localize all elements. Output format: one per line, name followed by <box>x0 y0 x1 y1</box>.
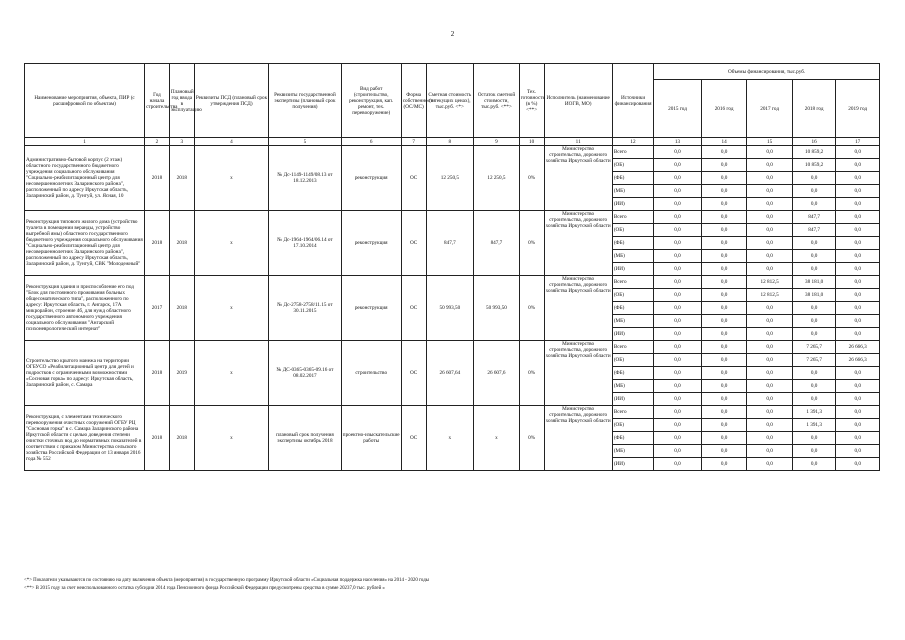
funding-value: 0,0 <box>701 237 747 250</box>
work-type: реконструкция <box>341 211 401 276</box>
funding-value: 0,0 <box>701 198 747 211</box>
funding-value: 0,0 <box>701 432 747 445</box>
work-type: проектно-изыскательские работы <box>341 406 401 471</box>
funding-value: 0,0 <box>654 276 702 289</box>
funding-value: 0,0 <box>836 445 880 458</box>
column-number: 14 <box>701 138 747 146</box>
psd-details: х <box>194 211 269 276</box>
header-executor: Исполнитель (наименование ИОГВ, МО) <box>544 64 612 138</box>
footnote-1: <*> Показатели указываются по состоянию на дату включения объекта (мероприятия) в государственную программу Иркутской области «Социальная поддержка населения» на 2014 - 2020 годы <box>24 578 429 583</box>
funding-value: 0,0 <box>747 185 793 198</box>
funding-value: 0,0 <box>836 458 880 471</box>
funding-value: 0,0 <box>747 250 793 263</box>
year-start: 2018 <box>145 211 170 276</box>
funding-value: 0,0 <box>701 302 747 315</box>
funding-value: 847,7 <box>792 224 835 237</box>
column-number: 5 <box>269 138 341 146</box>
funding-value: 0,0 <box>701 445 747 458</box>
funding-source: Всего <box>612 341 653 354</box>
year-plan: 2018 <box>169 276 194 341</box>
executor: Министерство строительства, дорожного хозяйства Иркутской области <box>544 276 612 341</box>
funding-value: 0,0 <box>747 406 793 419</box>
column-number: 9 <box>474 138 520 146</box>
funding-value: 0,0 <box>701 380 747 393</box>
funding-source: (МБ) <box>612 315 653 328</box>
funding-source: (ИИ) <box>612 458 653 471</box>
header-work-type: Вид работ (строительство, реконструкция, кап. ремонт, тех. перевооружение) <box>341 64 401 138</box>
funding-source: (МБ) <box>612 445 653 458</box>
funding-value: 0,0 <box>654 354 702 367</box>
funding-value: 0,0 <box>747 380 793 393</box>
column-number: 4 <box>194 138 269 146</box>
funding-value: 0,0 <box>701 367 747 380</box>
header-name: Наименование мероприятия, объекта, ПИР (с расшифровкой по объектам) <box>25 64 145 138</box>
psd-details: х <box>194 276 269 341</box>
funding-value: 0,0 <box>701 393 747 406</box>
header-year-2018: 2018 год <box>792 80 835 138</box>
header-year-plan: Плановый год ввода в эксплуатацию <box>169 64 194 138</box>
funding-value: 0,0 <box>792 367 835 380</box>
readiness: 0% <box>519 211 544 276</box>
funding-value: 0,0 <box>654 237 702 250</box>
funding-value: 0,0 <box>792 185 835 198</box>
column-number: 12 <box>612 138 653 146</box>
readiness: 0% <box>519 276 544 341</box>
funding-source: (ОБ) <box>612 159 653 172</box>
column-number: 7 <box>401 138 426 146</box>
funding-source: (ФБ) <box>612 302 653 315</box>
funding-value: 0,0 <box>836 419 880 432</box>
header-year-2019: 2019 год <box>836 80 880 138</box>
funding-source: Всего <box>612 406 653 419</box>
object-name: Строительство крытого манежа на территории ОГБУСО «Реабилитационный центр для детей и подростков с ограниченными возможностями «Сосновая горка» по адресу: Иркутская область, Заларинский район, с. Самара <box>25 341 145 406</box>
funding-value: 0,0 <box>836 302 880 315</box>
readiness: 0% <box>519 341 544 406</box>
funding-value: 38 181,0 <box>792 289 835 302</box>
funding-source: (ОБ) <box>612 224 653 237</box>
year-plan: 2018 <box>169 211 194 276</box>
funding-value: 0,0 <box>836 393 880 406</box>
funding-value: 0,0 <box>836 172 880 185</box>
psd-details: х <box>194 406 269 471</box>
funding-value: 0,0 <box>747 263 793 276</box>
funding-value: 0,0 <box>747 432 793 445</box>
funding-value: 0,0 <box>836 185 880 198</box>
funding-value: 0,0 <box>792 315 835 328</box>
funding-value: 0,0 <box>836 315 880 328</box>
funding-value: 0,0 <box>701 289 747 302</box>
funding-source: (ФБ) <box>612 172 653 185</box>
executor: Министерство строительства, дорожного хозяйства Иркутской области <box>544 341 612 406</box>
year-plan: 2018 <box>169 146 194 211</box>
column-number: 10 <box>519 138 544 146</box>
funding-source: (ОБ) <box>612 419 653 432</box>
expertise-details: плановый срок получения экспертизы октябрь 2018 <box>269 406 341 471</box>
funding-source: (ОБ) <box>612 354 653 367</box>
funding-value: 0,0 <box>701 354 747 367</box>
funding-value: 0,0 <box>792 393 835 406</box>
remaining-cost: 26 607,6 <box>474 341 520 406</box>
funding-value: 0,0 <box>701 224 747 237</box>
psd-details: х <box>194 341 269 406</box>
funding-value: 0,0 <box>701 263 747 276</box>
column-number: 13 <box>654 138 702 146</box>
funding-source: (ИИ) <box>612 263 653 276</box>
readiness: 0% <box>519 146 544 211</box>
header-year-2015: 2015 год <box>654 80 702 138</box>
funding-source: (ОБ) <box>612 289 653 302</box>
funding-value: 0,0 <box>836 432 880 445</box>
funding-value: 10 859,2 <box>792 159 835 172</box>
object-name: Реконструкция, с элементами технического перевооружения очистных сооружений ОГБУ РЦ "Сосновая горка" в с. Самара Заларинского района Иркутской области с целью доведения степени очистки сточных вод до нормативных показателей в соответствии с приказом Министерства сельского хозяйства Российской Федерации от 13 января 2016 года № 552 <box>25 406 145 471</box>
year-start: 2018 <box>145 341 170 406</box>
funding-value: 0,0 <box>747 367 793 380</box>
funding-value: 0,0 <box>747 198 793 211</box>
funding-value: 0,0 <box>654 250 702 263</box>
funding-value: 0,0 <box>836 224 880 237</box>
year-start: 2018 <box>145 406 170 471</box>
ownership: ОС <box>401 146 426 211</box>
funding-value: 0,0 <box>747 419 793 432</box>
funding-value: 0,0 <box>701 185 747 198</box>
funding-value: 12 812,5 <box>747 276 793 289</box>
table-row <box>25 146 880 159</box>
funding-value: 0,0 <box>747 393 793 406</box>
funding-value: 847,7 <box>792 211 835 224</box>
funding-value: 0,0 <box>654 263 702 276</box>
funding-value: 0,0 <box>792 172 835 185</box>
remaining-cost: х <box>474 406 520 471</box>
funding-value: 0,0 <box>654 393 702 406</box>
funding-value: 1 391,3 <box>792 406 835 419</box>
header-funding: Объемы финансирования, тыс.руб. <box>654 64 880 80</box>
funding-value: 0,0 <box>747 159 793 172</box>
funding-source: (ФБ) <box>612 432 653 445</box>
estimated-cost: 12 250,5 <box>426 146 474 211</box>
year-plan: 2019 <box>169 341 194 406</box>
expertise-details: № Дс-2758-2758/11.15 от 30.11.2015 <box>269 276 341 341</box>
funding-value: 0,0 <box>747 224 793 237</box>
estimated-cost: х <box>426 406 474 471</box>
funding-value: 0,0 <box>747 354 793 367</box>
funding-value: 0,0 <box>792 458 835 471</box>
funding-value: 0,0 <box>792 250 835 263</box>
funding-value: 0,0 <box>654 380 702 393</box>
funding-value: 0,0 <box>701 276 747 289</box>
funding-value: 0,0 <box>654 185 702 198</box>
work-type: строительство <box>341 341 401 406</box>
funding-value: 0,0 <box>747 146 793 159</box>
column-number: 6 <box>341 138 401 146</box>
column-number: 8 <box>426 138 474 146</box>
work-type: реконструкция <box>341 276 401 341</box>
funding-value: 0,0 <box>701 458 747 471</box>
funding-value: 0,0 <box>836 367 880 380</box>
funding-value: 0,0 <box>747 172 793 185</box>
estimated-cost: 847,7 <box>426 211 474 276</box>
investment-objects-table <box>24 63 880 471</box>
expertise-details: № Дс-1149-1149/08.13 от 18.12.2013 <box>269 146 341 211</box>
funding-value: 0,0 <box>701 146 747 159</box>
header-ownership: Форма собственности (ОС/МС) <box>401 64 426 138</box>
psd-details: х <box>194 146 269 211</box>
funding-value: 10 859,2 <box>792 146 835 159</box>
funding-value: 12 812,5 <box>747 289 793 302</box>
executor: Министерство строительства, дорожного хозяйства Иркутской области <box>544 211 612 276</box>
funding-source: (ФБ) <box>612 237 653 250</box>
funding-value: 0,0 <box>836 263 880 276</box>
funding-value: 0,0 <box>747 302 793 315</box>
funding-value: 0,0 <box>836 159 880 172</box>
funding-value: 0,0 <box>701 406 747 419</box>
remaining-cost: 12 250,5 <box>474 146 520 211</box>
funding-value: 0,0 <box>654 341 702 354</box>
header-cost: Сметная стоимость (в текущих ценах), тыс.руб. <*> <box>426 64 474 138</box>
funding-value: 7 265,7 <box>792 354 835 367</box>
header-year-start: Год начала строительства <box>145 64 170 138</box>
table-row <box>25 406 880 419</box>
funding-value: 0,0 <box>654 367 702 380</box>
funding-value: 0,0 <box>747 341 793 354</box>
funding-value: 0,0 <box>701 315 747 328</box>
header-sources: Источники финансирования <box>612 64 653 138</box>
funding-source: (ИИ) <box>612 198 653 211</box>
column-number: 2 <box>145 138 170 146</box>
funding-value: 0,0 <box>654 432 702 445</box>
funding-source: Всего <box>612 146 653 159</box>
funding-value: 0,0 <box>701 159 747 172</box>
funding-value: 0,0 <box>836 211 880 224</box>
work-type: реконструкция <box>341 146 401 211</box>
ownership: ОС <box>401 211 426 276</box>
funding-value: 0,0 <box>792 380 835 393</box>
funding-source: (ИИ) <box>612 393 653 406</box>
funding-value: 0,0 <box>836 406 880 419</box>
funding-source: Всего <box>612 211 653 224</box>
funding-value: 1 391,3 <box>792 419 835 432</box>
header-year-2016: 2016 год <box>701 80 747 138</box>
executor: Министерство строительства, дорожного хозяйства Иркутской области <box>544 146 612 211</box>
year-start: 2017 <box>145 276 170 341</box>
funding-value: 0,0 <box>792 445 835 458</box>
funding-value: 0,0 <box>792 263 835 276</box>
ownership: ОС <box>401 341 426 406</box>
funding-value: 0,0 <box>792 198 835 211</box>
object-name: Административно-бытовой корпус (2 этаж) областного государственного бюджетного учреждения социального обслуживания "Социально-реабилитационный центр для несовершеннолетних Заларинского района", расположенный по адресу Иркутская область, Заларинский район, д. Тунгуй, ул. Ясная, 10 <box>25 146 145 211</box>
funding-source: Всего <box>612 276 653 289</box>
funding-value: 0,0 <box>747 328 793 341</box>
object-name: Реконструкция здания и приспособление его под "Блок для постоянного проживания больных общесоматического типа", расположенного по адресу: Иркутская область, г. Ангарск, 17А микрорайон, строение 4б, для нужд областного государственного автономного учреждения социального обслуживания "Ангарский психоневрологический интернат" <box>25 276 145 341</box>
funding-value: 0,0 <box>792 302 835 315</box>
header-expertise: Реквизиты государственной экспертизы (плановый срок получения) <box>269 64 341 138</box>
funding-value: 0,0 <box>654 406 702 419</box>
funding-value: 0,0 <box>836 328 880 341</box>
funding-value: 0,0 <box>701 172 747 185</box>
funding-value: 0,0 <box>792 432 835 445</box>
table-row <box>25 276 880 289</box>
funding-value: 38 181,0 <box>792 276 835 289</box>
funding-value: 0,0 <box>701 419 747 432</box>
funding-value: 0,0 <box>747 237 793 250</box>
funding-value: 0,0 <box>654 328 702 341</box>
column-number: 17 <box>836 138 880 146</box>
year-start: 2018 <box>145 146 170 211</box>
page-number: 2 <box>450 30 455 38</box>
funding-value: 0,0 <box>654 159 702 172</box>
estimated-cost: 50 993,50 <box>426 276 474 341</box>
remaining-cost: 847,7 <box>474 211 520 276</box>
funding-source: (МБ) <box>612 380 653 393</box>
funding-value: 0,0 <box>836 250 880 263</box>
expertise-details: № ДС-0365-0365-09.16 от 08.02.2017 <box>269 341 341 406</box>
column-number: 11 <box>544 138 612 146</box>
object-name: Реконструкция типового жилого дома (устройство туалета в помещении веранды, устройство выгребной ямы) областного государственного бюджетного учреждения социального обслуживания "Социально-реабилитационный центр для несовершеннолетних Заларинского района", расположенный по адресу Иркутская область, Заларинский район, д. Тунгуй, СВК "Молодежный" <box>25 211 145 276</box>
funding-value: 0,0 <box>701 341 747 354</box>
funding-value: 0,0 <box>792 328 835 341</box>
funding-value: 7 265,7 <box>792 341 835 354</box>
funding-value: 0,0 <box>701 250 747 263</box>
funding-value: 0,0 <box>654 211 702 224</box>
funding-value: 0,0 <box>654 302 702 315</box>
funding-value: 0,0 <box>836 380 880 393</box>
funding-value: 0,0 <box>701 328 747 341</box>
funding-value: 0,0 <box>654 445 702 458</box>
readiness: 0% <box>519 406 544 471</box>
header-remain: Остаток сметной стоимости, тыс.руб. <**> <box>474 64 520 138</box>
funding-value: 0,0 <box>792 237 835 250</box>
funding-source: (ФБ) <box>612 367 653 380</box>
funding-value: 0,0 <box>836 289 880 302</box>
funding-value: 0,0 <box>654 146 702 159</box>
funding-source: (МБ) <box>612 185 653 198</box>
funding-value: 0,0 <box>747 315 793 328</box>
estimated-cost: 26 607,64 <box>426 341 474 406</box>
funding-value: 0,0 <box>654 198 702 211</box>
column-number: 3 <box>169 138 194 146</box>
year-plan: 2018 <box>169 406 194 471</box>
footnote-2: <**> В 2015 году за счет неиспользованного остатка субсидии 2014 года Пенсионного фонда Российской Федерации предусмотрены средства в сумме 20237,0 тыс. рублей » <box>24 586 385 591</box>
header-psd: Реквизиты ПСД (плановый срок утверждения ПСД) <box>194 64 269 138</box>
funding-value: 0,0 <box>654 315 702 328</box>
funding-value: 26 666,3 <box>836 354 880 367</box>
funding-value: 0,0 <box>836 146 880 159</box>
funding-value: 26 666,3 <box>836 341 880 354</box>
column-number-row <box>25 138 880 146</box>
remaining-cost: 50 993,50 <box>474 276 520 341</box>
table-row <box>25 211 880 224</box>
funding-value: 0,0 <box>836 237 880 250</box>
header-year-2017: 2017 год <box>747 80 793 138</box>
ownership: ОС <box>401 276 426 341</box>
funding-value: 0,0 <box>701 211 747 224</box>
funding-value: 0,0 <box>836 276 880 289</box>
funding-value: 0,0 <box>747 211 793 224</box>
funding-source: (МБ) <box>612 250 653 263</box>
expertise-details: № Дс-1964-1964/06.14 от 17.10.2014 <box>269 211 341 276</box>
funding-value: 0,0 <box>654 224 702 237</box>
funding-value: 0,0 <box>654 172 702 185</box>
executor: Министерство строительства, дорожного хозяйства Иркутской области <box>544 406 612 471</box>
funding-source: (ИИ) <box>612 328 653 341</box>
funding-value: 0,0 <box>654 419 702 432</box>
funding-value: 0,0 <box>747 445 793 458</box>
column-number: 15 <box>747 138 793 146</box>
funding-value: 0,0 <box>654 289 702 302</box>
ownership: ОС <box>401 406 426 471</box>
table-row <box>25 341 880 354</box>
header-readiness: Тех. готовность (в %) <**> <box>519 64 544 138</box>
funding-value: 0,0 <box>836 198 880 211</box>
funding-value: 0,0 <box>747 458 793 471</box>
column-number: 16 <box>792 138 835 146</box>
column-number: 1 <box>25 138 145 146</box>
funding-value: 0,0 <box>654 458 702 471</box>
